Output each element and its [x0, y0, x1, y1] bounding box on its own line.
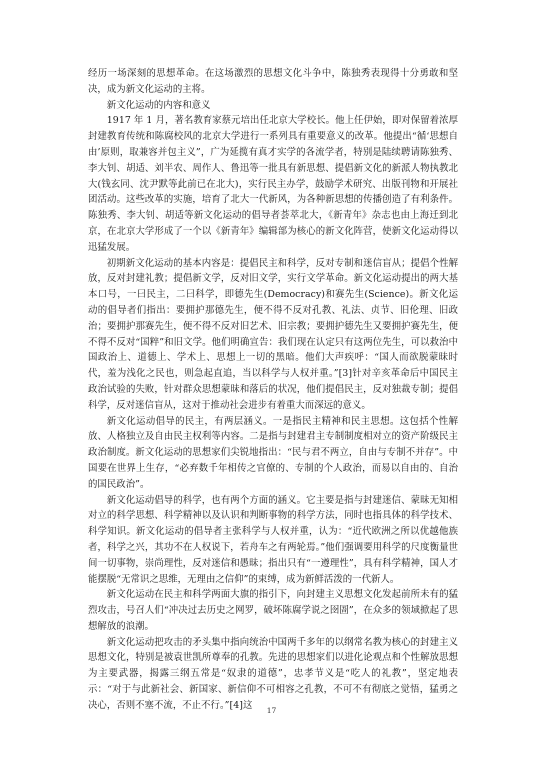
- paragraph: 新文化运动倡导的民主，有两层涵义。一是指民主精神和民主思想。这包括个性解放、人格独立及自由民主权利等内容。二是指与封建君主专制制度相对立的资产阶级民主政治制度。新文化运动的思想家们尖锐地指出：“民与君不两立，自由与专制不并存”。中国要在世界上生存，“必弃数千年相传之官僚的、专制的个人政治，而易以自由的、自治的国民政治”。: [88, 415, 458, 490]
- paragraph: 新文化运动倡导的科学，也有两个方面的涵义。它主要是指与封建迷信、蒙昧无知相对立的科学思想、科学精神以及认识和判断事物的科学方法，同时也指具体的科学技术、科学知识。新文化运动的倡导者主张科学与人权并重，认为：“近代欧洲之所以优越他族者，科学之兴，其功不在人权说下，若舟车之有两轮焉。”他们强调要用科学的尺度衡量世间一切事物，崇尚理性，反对迷信和愚昧；指出只有“一遵理性”，具有科学精神，国人才能摆脱“无常识之思维，无理由之信仰”的束缚，成为新鲜活泼的一代新人。: [88, 494, 458, 585]
- page-number: 17: [266, 706, 277, 715]
- paragraph: 新文化运动把攻击的矛头集中指向统治中国两千多年的以纲常名教为核心的封建主义思想文化，特别是被袁世凯所尊奉的孔教。先进的思想家们以进化论观点和个性解放思想为主要武器，揭露三纲五常是“奴隶的道德”，忠孝节义是“吃人的礼教”，坚定地表示：“对于与此新社会、新国家、新信仰不可相容之孔教，不可不有彻底之觉悟，猛勇之决心，否则不塞不流，不止不行。”[4]这: [88, 636, 458, 711]
- paragraph-continuation: 经历一场深刻的思想革命。在这场激烈的思想文化斗争中，陈独秀表现得十分勇敢和坚决，成为新文化运动的主将。: [88, 68, 458, 95]
- section-heading: 新文化运动的内容和意义: [106, 99, 211, 111]
- paragraph: 初期新文化运动的基本内容是：提倡民主和科学，反对专制和迷信盲从；提倡个性解放，反对封建礼教；提倡新文学，反对旧文学，实行文学革命。新文化运动提出的两大基本口号，一曰民主，二曰科学，即德先生(Democracy)和赛先生(Science)。新文化运动的倡导者们指出：要拥护那德先生，便不得不反对孔教、礼法、贞节、旧伦理、旧政治；要拥护那赛先生，便不得不反对旧艺术、旧宗教；要拥护德先生又要拥护赛先生，便不得不反对“国粹”和旧文学。他们明确宣告：我们现在认定只有这两位先生，可以救治中国政治上、道德上、学术上、思想上一切的黑暗。他们大声疾呼：“国人而欲脱蒙昧时代，羞为浅化之民也，则急起直追，当以科学与人权并重。”[3]针对辛亥革命后中国民主政治试验的失败，针对群众思想蒙昧和落后的状况，他们提倡民主，反对独裁专制；提倡科学，反对迷信盲从，这对于推动社会进步有着重大而深远的意义。: [88, 257, 458, 411]
- paragraph: 新文化运动在民主和科学两面大旗的指引下，向封建主义思想文化发起前所未有的猛烈攻击，号召人们“冲决过去历史之网罗，破坏陈腐学说之囹圄”，在众多的领域掀起了思想解放的浪潮。: [88, 589, 458, 632]
- document-page: [88, 66, 458, 714]
- paragraph: 1917 年 1 月，著名教育家蔡元培出任北京大学校长。他上任伊始，即对保留着浓厚封建教育传统和陈腐校风的北京大学进行一系列具有重要意义的改革。他提出“循‘思想自由’原则，取兼容并包主义”，广为延揽有真才实学的各流学者，特别是陆续聘请陈独秀、李大钊、胡适、刘半农、周作人、鲁迅等一批具有新思想、提倡新文化的新派人物执教北大(钱玄同、沈尹默等此前已在北大)，实行民主办学，鼓励学术研究、出版刊物和开展社团活动。这些改革的实施，培育了北大一代新风，为各种新思想的传播创造了有利条件。陈独秀、李大钊、胡适等新文化运动的倡导者荟萃北大，《新青年》杂志也由上海迁到北京，在北京大学形成了一个以《新青年》编辑部为核心的新文化阵营，使新文化运动得以迅猛发展。: [88, 115, 458, 253]
